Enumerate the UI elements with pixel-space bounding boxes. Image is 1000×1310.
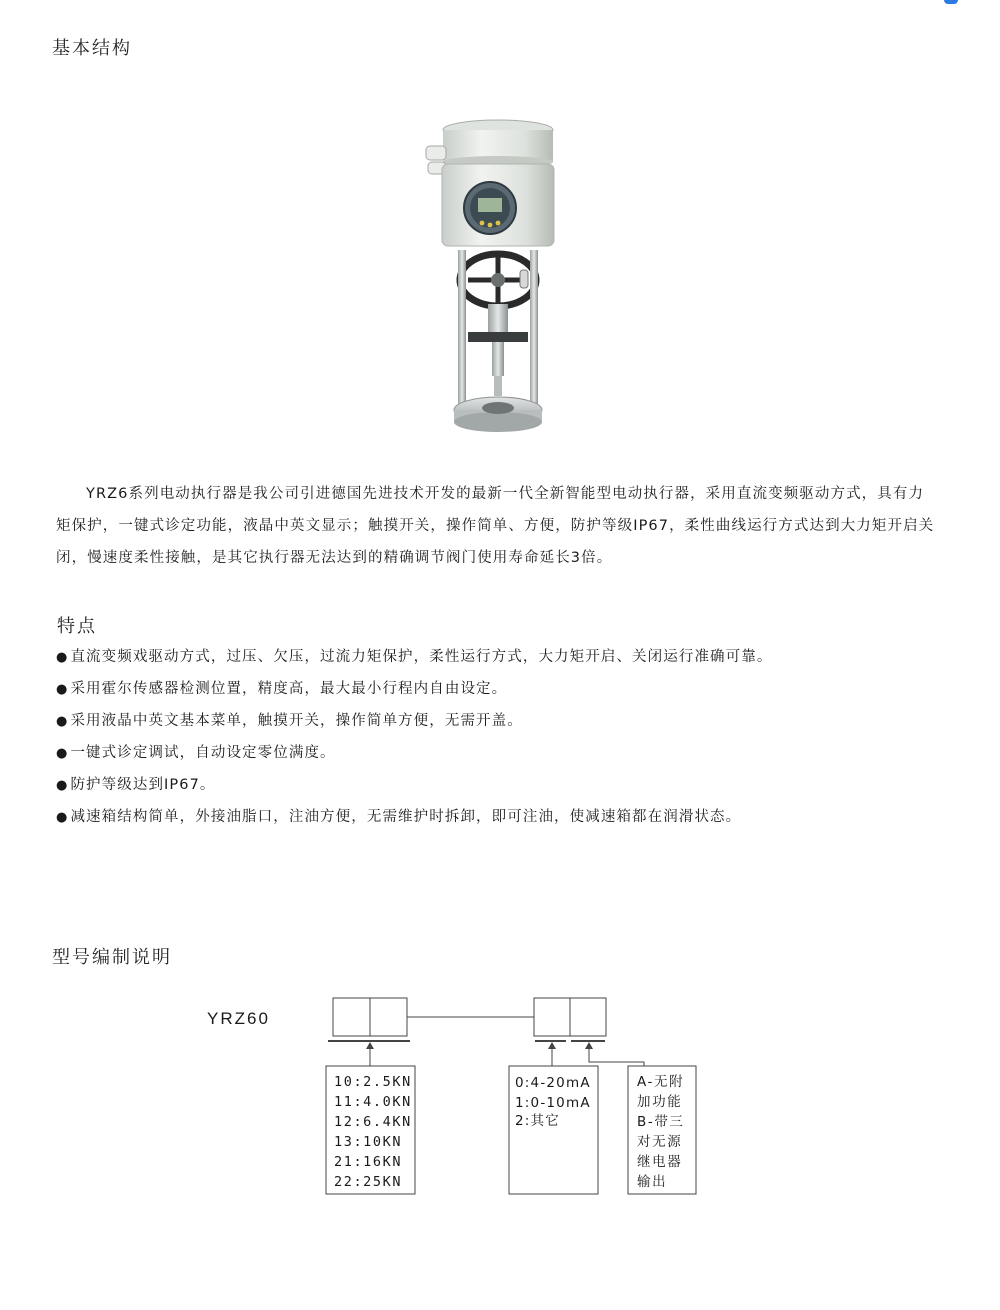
thrust-option: 21:16KN xyxy=(334,1154,403,1170)
extra-option: A-无附 xyxy=(637,1074,685,1090)
list-item xyxy=(56,771,936,803)
extra-option: 加功能 xyxy=(637,1094,683,1110)
signal-option: 1:0-10mA xyxy=(515,1095,591,1111)
code-box-thrust-1 xyxy=(333,998,370,1036)
corner-decoration xyxy=(944,0,958,4)
bullet-icon: ● xyxy=(56,778,69,793)
extra-option: 对无源 xyxy=(637,1134,683,1150)
feature-text: 采用霍尔传感器检测位置，精度高，最大最小行程内自由设定。 xyxy=(70,681,508,697)
code-box-signal xyxy=(534,998,570,1036)
feature-text: 一键式诊定调试，自动设定零位满度。 xyxy=(70,745,336,761)
thrust-option: 10:2.5KN xyxy=(334,1074,412,1090)
list-item xyxy=(56,643,936,675)
section-title-model: 型号编制说明 xyxy=(52,947,172,968)
list-item xyxy=(56,803,936,835)
list-item xyxy=(56,707,936,739)
extra-option: B-带三 xyxy=(637,1114,685,1130)
signal-option: 0:4-20mA xyxy=(515,1075,591,1091)
thrust-option: 12:6.4KN xyxy=(334,1114,412,1130)
extra-option: 继电器 xyxy=(637,1154,683,1170)
feature-list xyxy=(56,643,936,835)
bullet-icon: ● xyxy=(56,682,69,697)
model-code-diagram xyxy=(0,980,1000,1210)
bullet-icon: ● xyxy=(56,746,69,761)
list-item xyxy=(56,739,936,771)
intro-text: YRZ6系列电动执行器是我公司引进德国先进技术开发的最新一代全新智能型电动执行器，采用直流变频驱动方式，具有力矩保护，一键式诊定功能，液晶中英文显示；触摸开关，操作简单、方便，防护等级IP67，柔性曲线运行方式达到大力矩开启关闭，慢速度柔性接触，是其它执行器无法达到的精确调节阀门使用寿命延长3倍。 xyxy=(56,486,935,566)
section-title-structure: 基本结构 xyxy=(52,38,132,59)
extra-option: 输出 xyxy=(637,1174,668,1190)
bullet-icon: ● xyxy=(56,810,69,825)
code-box-extra xyxy=(570,998,606,1036)
feature-text: 直流变频戏驱动方式，过压、欠压，过流力矩保护，柔性运行方式，大力矩开启、关闭运行准确可靠。 xyxy=(70,649,773,665)
thrust-option: 22:25KN xyxy=(334,1174,403,1190)
model-prefix: YRZ60 xyxy=(207,1009,270,1028)
bullet-icon: ● xyxy=(56,650,69,665)
bullet-icon: ● xyxy=(56,714,69,729)
section-title-features: 特点 xyxy=(57,616,97,637)
feature-text: 采用液晶中英文基本菜单，触摸开关，操作简单方便，无需开盖。 xyxy=(70,713,523,729)
thrust-option: 11:4.0KN xyxy=(334,1094,412,1110)
thrust-option: 13:10KN xyxy=(334,1134,403,1150)
feature-text: 减速箱结构简单，外接油脂口，注油方便，无需维护时拆卸，即可注油，使减速箱都在润滑状态。 xyxy=(70,809,742,825)
feature-text: 防护等级达到IP67。 xyxy=(70,777,216,793)
signal-option: 2:其它 xyxy=(515,1113,560,1129)
list-item xyxy=(56,675,936,707)
arrow-extra xyxy=(589,1045,644,1066)
code-box-thrust-2 xyxy=(370,998,407,1036)
intro-paragraph xyxy=(56,478,936,574)
product-image xyxy=(420,110,570,440)
